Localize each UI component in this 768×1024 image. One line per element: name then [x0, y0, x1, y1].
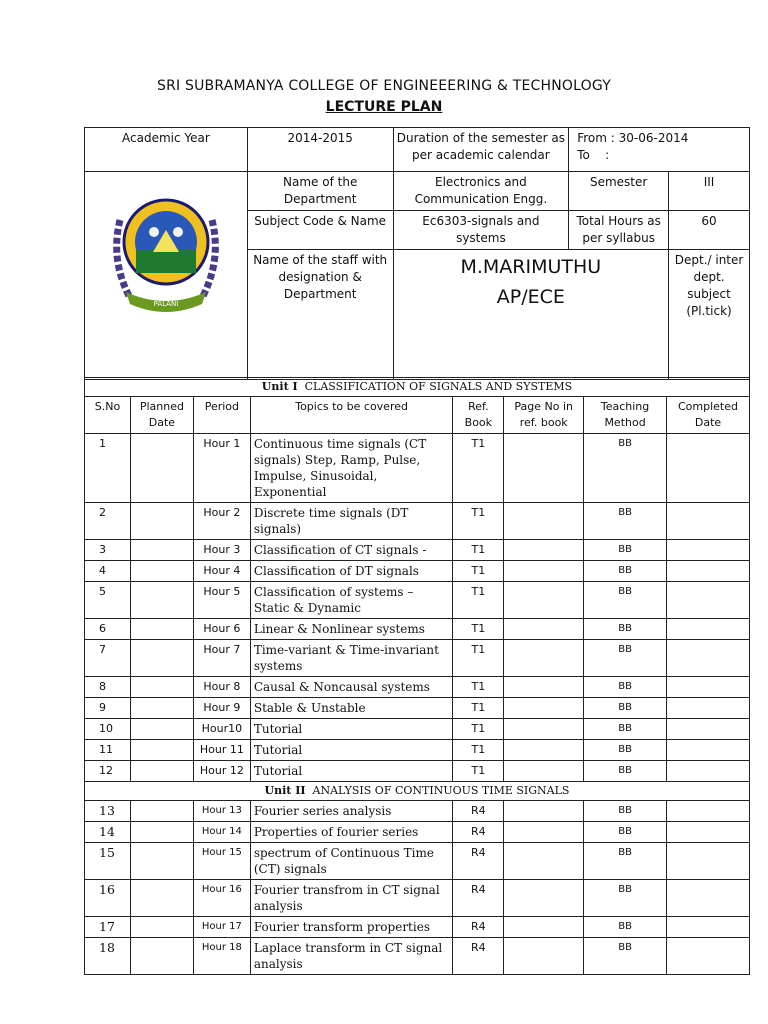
ref-book-cell: T1	[453, 619, 504, 640]
teaching-method-cell: BB	[584, 761, 667, 782]
sno-cell: 9	[85, 698, 131, 719]
period-cell: Hour 12	[193, 761, 250, 782]
period-cell: Hour 13	[193, 801, 250, 822]
staff-designation: AP/ECE	[496, 286, 565, 308]
teaching-method-cell: BB	[584, 640, 667, 677]
topic-cell: Properties of fourier series	[250, 822, 453, 843]
table-row	[85, 698, 750, 719]
table-row	[85, 801, 750, 822]
period-cell: Hour 7	[193, 640, 250, 677]
topic-cell: Tutorial	[250, 719, 453, 740]
period-cell: Hour 4	[193, 561, 250, 582]
period-cell: Hour 16	[193, 880, 250, 917]
planned-date-cell	[130, 917, 193, 938]
semester-value: III	[669, 172, 750, 211]
sno-cell: 10	[85, 719, 131, 740]
column-header: Period	[193, 397, 250, 434]
page-no-cell	[504, 561, 584, 582]
teaching-method-cell: BB	[584, 677, 667, 698]
sno-cell: 11	[85, 740, 131, 761]
completed-date-cell	[667, 917, 750, 938]
staff-name: M.MARIMUTHU	[460, 256, 602, 278]
table-row	[85, 761, 750, 782]
ref-book-cell: R4	[453, 822, 504, 843]
sno-cell: 2	[85, 503, 131, 540]
to-date: To :	[577, 148, 610, 162]
page-no-cell	[504, 801, 584, 822]
total-hours-label: Total Hours as per syllabus	[569, 211, 669, 250]
ref-book-cell: R4	[453, 843, 504, 880]
academic-year-label: Academic Year	[85, 128, 248, 172]
completed-date-cell	[667, 677, 750, 698]
page-no-cell	[504, 540, 584, 561]
ref-book-cell: R4	[453, 938, 504, 975]
college-name: SRI SUBRAMANYA COLLEGE OF ENGINEEERING & TECHNOLOGY	[157, 78, 611, 94]
college-logo	[106, 180, 226, 330]
period-cell: Hour 15	[193, 843, 250, 880]
unit-heading	[85, 378, 750, 397]
sno-cell: 16	[85, 880, 131, 917]
teaching-method-cell: BB	[584, 719, 667, 740]
page-no-cell	[504, 719, 584, 740]
sno-cell: 5	[85, 582, 131, 619]
teaching-method-cell: BB	[584, 561, 667, 582]
page-no-cell	[504, 698, 584, 719]
sno-cell: 17	[85, 917, 131, 938]
topic-cell: Classification of CT signals -	[250, 540, 453, 561]
page-no-cell	[504, 761, 584, 782]
semester-label: Semester	[569, 172, 669, 211]
page-no-cell	[504, 677, 584, 698]
completed-date-cell	[667, 822, 750, 843]
sno-cell: 8	[85, 677, 131, 698]
column-header: Completed Date	[667, 397, 750, 434]
ref-book-cell: R4	[453, 880, 504, 917]
semester-dates	[569, 128, 750, 172]
period-cell: Hour 11	[193, 740, 250, 761]
duration-label: Duration of the semester as per academic calendar	[393, 128, 569, 172]
completed-date-cell	[667, 540, 750, 561]
planned-date-cell	[130, 822, 193, 843]
sno-cell: 4	[85, 561, 131, 582]
table-row	[85, 619, 750, 640]
completed-date-cell	[667, 761, 750, 782]
from-date: From : 30-06-2014	[577, 131, 689, 145]
topic-cell: Laplace transform in CT signal analysis	[250, 938, 453, 975]
teaching-method-cell: BB	[584, 619, 667, 640]
topic-cell: Classification of DT signals	[250, 561, 453, 582]
page-no-cell	[504, 503, 584, 540]
teaching-method-cell: BB	[584, 582, 667, 619]
ref-book-cell: R4	[453, 801, 504, 822]
planned-date-cell	[130, 619, 193, 640]
ref-book-cell: T1	[453, 540, 504, 561]
planned-date-cell	[130, 740, 193, 761]
sno-cell: 18	[85, 938, 131, 975]
planned-date-cell	[130, 761, 193, 782]
completed-date-cell	[667, 938, 750, 975]
unit-title: CLASSIFICATION OF SIGNALS AND SYSTEMS	[304, 380, 573, 393]
completed-date-cell	[667, 619, 750, 640]
ref-book-cell: T1	[453, 677, 504, 698]
unit-label: Unit II	[264, 784, 306, 797]
period-cell: Hour 2	[193, 503, 250, 540]
sno-cell: 13	[85, 801, 131, 822]
topic-cell: Classification of systems – Static & Dynamic	[250, 582, 453, 619]
column-header: Teaching Method	[584, 397, 667, 434]
completed-date-cell	[667, 719, 750, 740]
total-hours-value: 60	[669, 211, 750, 250]
subject-label: Subject Code & Name	[247, 211, 393, 250]
table-row	[85, 843, 750, 880]
teaching-method-cell: BB	[584, 540, 667, 561]
page-no-cell	[504, 880, 584, 917]
academic-year-value: 2014-2015	[247, 128, 393, 172]
lecture-plan-table	[84, 377, 750, 975]
completed-date-cell	[667, 843, 750, 880]
page-no-cell	[504, 640, 584, 677]
completed-date-cell	[667, 561, 750, 582]
planned-date-cell	[130, 719, 193, 740]
table-row	[85, 880, 750, 917]
department-value: Electronics and Communication Engg.	[393, 172, 569, 211]
teaching-method-cell: BB	[584, 801, 667, 822]
topic-cell: spectrum of Continuous Time (CT) signals	[250, 843, 453, 880]
planned-date-cell	[130, 561, 193, 582]
column-header: Page No in ref. book	[504, 397, 584, 434]
table-row	[85, 740, 750, 761]
teaching-method-cell: BB	[584, 822, 667, 843]
document-title: LECTURE PLAN	[325, 99, 443, 115]
table-row	[85, 917, 750, 938]
sno-cell: 3	[85, 540, 131, 561]
topic-cell: Fourier transfrom in CT signal analysis	[250, 880, 453, 917]
ref-book-cell: T1	[453, 740, 504, 761]
topic-cell: Linear & Nonlinear systems	[250, 619, 453, 640]
staff-cell	[393, 250, 669, 380]
planned-date-cell	[130, 640, 193, 677]
topic-cell: Causal & Noncausal systems	[250, 677, 453, 698]
period-cell: Hour 14	[193, 822, 250, 843]
page-no-cell	[504, 843, 584, 880]
topic-cell: Stable & Unstable	[250, 698, 453, 719]
column-header: Ref. Book	[453, 397, 504, 434]
completed-date-cell	[667, 503, 750, 540]
table-row	[85, 640, 750, 677]
page-no-cell	[504, 917, 584, 938]
subject-value: Ec6303-signals and systems	[393, 211, 569, 250]
period-cell: Hour 6	[193, 619, 250, 640]
table-row	[85, 719, 750, 740]
column-header-row	[85, 397, 750, 434]
unit-title: ANALYSIS OF CONTINUOUS TIME SIGNALS	[312, 784, 570, 797]
planned-date-cell	[130, 801, 193, 822]
unit-label: Unit I	[261, 380, 298, 393]
period-cell: Hour 1	[193, 434, 250, 503]
topic-cell: Tutorial	[250, 740, 453, 761]
sno-cell: 1	[85, 434, 131, 503]
completed-date-cell	[667, 698, 750, 719]
column-header: Planned Date	[130, 397, 193, 434]
teaching-method-cell: BB	[584, 880, 667, 917]
teaching-method-cell: BB	[584, 917, 667, 938]
column-header: S.No	[85, 397, 131, 434]
table-row	[85, 582, 750, 619]
period-cell: Hour 18	[193, 938, 250, 975]
page-no-cell	[504, 740, 584, 761]
planned-date-cell	[130, 540, 193, 561]
period-cell: Hour 5	[193, 582, 250, 619]
teaching-method-cell: BB	[584, 938, 667, 975]
topic-cell: Fourier transform properties	[250, 917, 453, 938]
page-no-cell	[504, 822, 584, 843]
table-row	[85, 938, 750, 975]
info-table	[84, 127, 750, 380]
column-header: Topics to be covered	[250, 397, 453, 434]
unit-heading	[85, 782, 750, 801]
page-no-cell	[504, 619, 584, 640]
planned-date-cell	[130, 938, 193, 975]
planned-date-cell	[130, 503, 193, 540]
ref-book-cell: T1	[453, 561, 504, 582]
completed-date-cell	[667, 582, 750, 619]
teaching-method-cell: BB	[584, 740, 667, 761]
sno-cell: 15	[85, 843, 131, 880]
planned-date-cell	[130, 582, 193, 619]
planned-date-cell	[130, 677, 193, 698]
staff-label: Name of the staff with designation & Department	[247, 250, 393, 380]
table-row	[85, 822, 750, 843]
ref-book-cell: T1	[453, 582, 504, 619]
ref-book-cell: T1	[453, 719, 504, 740]
period-cell: Hour 17	[193, 917, 250, 938]
period-cell: Hour 3	[193, 540, 250, 561]
table-row	[85, 540, 750, 561]
department-label: Name of the Department	[247, 172, 393, 211]
sno-cell: 12	[85, 761, 131, 782]
period-cell: Hour10	[193, 719, 250, 740]
completed-date-cell	[667, 640, 750, 677]
ref-book-cell: T1	[453, 640, 504, 677]
page-no-cell	[504, 582, 584, 619]
completed-date-cell	[667, 434, 750, 503]
planned-date-cell	[130, 434, 193, 503]
topic-cell: Fourier series analysis	[250, 801, 453, 822]
planned-date-cell	[130, 880, 193, 917]
ref-book-cell: T1	[453, 434, 504, 503]
page-no-cell	[504, 938, 584, 975]
sno-cell: 7	[85, 640, 131, 677]
topic-cell: Time-variant & Time-invariant systems	[250, 640, 453, 677]
sno-cell: 6	[85, 619, 131, 640]
planned-date-cell	[130, 698, 193, 719]
ref-book-cell: T1	[453, 761, 504, 782]
teaching-method-cell: BB	[584, 434, 667, 503]
table-row	[85, 677, 750, 698]
teaching-method-cell: BB	[584, 503, 667, 540]
completed-date-cell	[667, 880, 750, 917]
sno-cell: 14	[85, 822, 131, 843]
topic-cell: Continuous time signals (CT signals) Step, Ramp, Pulse, Impulse, Sinusoidal, Exponential	[250, 434, 453, 503]
logo-caption: PALANI	[153, 300, 179, 308]
teaching-method-cell: BB	[584, 843, 667, 880]
dept-type-label: Dept./ inter dept. subject (Pl.tick)	[669, 250, 750, 380]
table-row	[85, 434, 750, 503]
period-cell: Hour 8	[193, 677, 250, 698]
ref-book-cell: R4	[453, 917, 504, 938]
table-row	[85, 561, 750, 582]
ref-book-cell: T1	[453, 698, 504, 719]
college-logo-cell	[85, 172, 248, 380]
planned-date-cell	[130, 843, 193, 880]
period-cell: Hour 9	[193, 698, 250, 719]
completed-date-cell	[667, 740, 750, 761]
teaching-method-cell: BB	[584, 698, 667, 719]
topic-cell: Discrete time signals (DT signals)	[250, 503, 453, 540]
completed-date-cell	[667, 801, 750, 822]
ref-book-cell: T1	[453, 503, 504, 540]
table-row	[85, 503, 750, 540]
topic-cell: Tutorial	[250, 761, 453, 782]
page-no-cell	[504, 434, 584, 503]
